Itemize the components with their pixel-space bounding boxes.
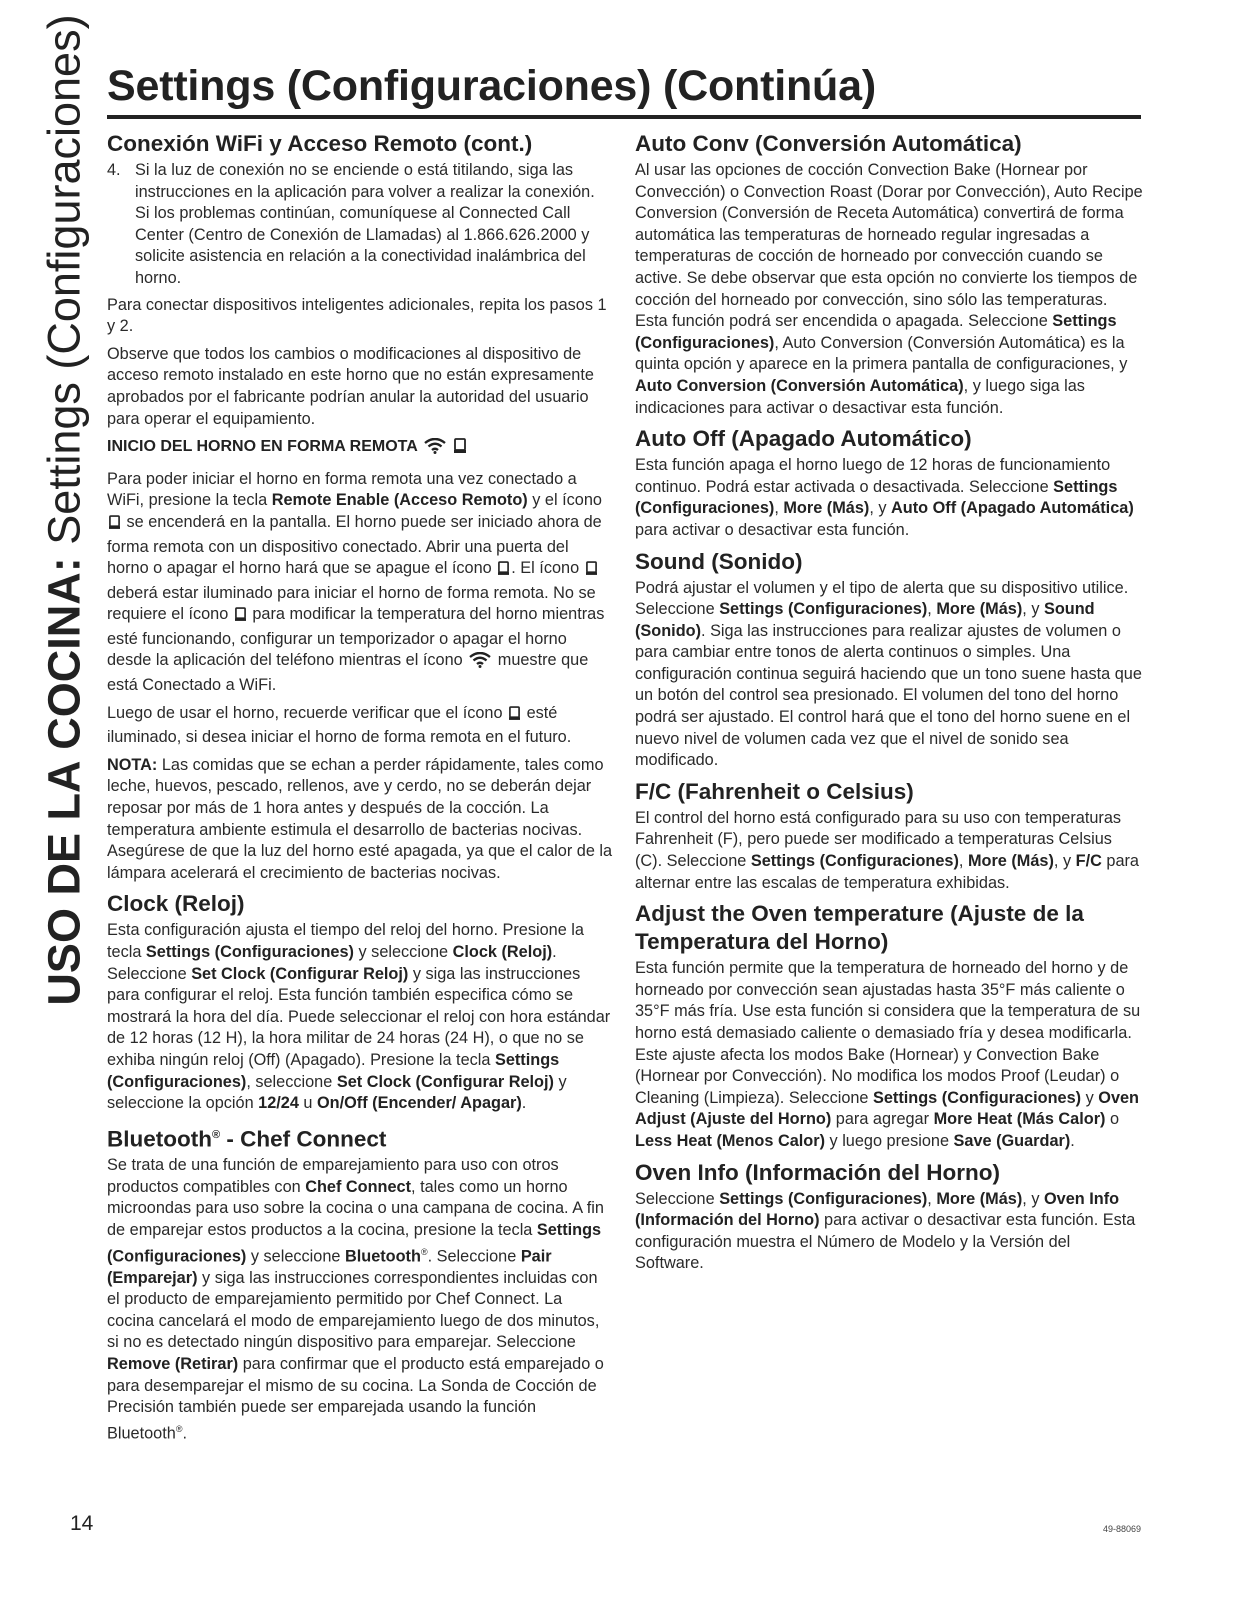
key-name: More (Más) bbox=[783, 499, 870, 518]
text-span: u bbox=[298, 1094, 318, 1113]
key-name: Clock (Reloj) bbox=[452, 943, 553, 961]
section-sidebar bbox=[36, 14, 92, 1006]
remote-enable-icon bbox=[586, 561, 597, 583]
text-span: Esta función apaga el horno luego de 12 horas de funcionamiento continuo. Podrá estar activada o desactivada. Seleccione bbox=[635, 456, 1111, 496]
section-sidebar-text bbox=[38, 14, 90, 1006]
sidebar-section-light: Settings (Configuraciones) bbox=[38, 14, 90, 558]
text-span: , tales como un horno microondas para uso sobre la cocina o una campana de cocina. A fin de emparejar estos productos a la cocina, presione la tecla bbox=[107, 1177, 604, 1240]
text-span: , bbox=[927, 600, 937, 619]
key-name: More (Más) bbox=[936, 600, 1023, 619]
bluetooth-paragraph bbox=[107, 1155, 613, 1445]
page-title: Settings (Configuraciones) (Continúa) bbox=[107, 62, 876, 110]
right-column bbox=[635, 130, 1143, 1281]
text-span: , Auto Conversion (Conversión Automática) es la quinta opción y aparece en la primera pantalla de configuraciones, y bbox=[635, 333, 1128, 374]
wifi-paragraph: Observe que todos los cambios o modificaciones al dispositivo de acceso remoto instalado en este horno que no están expresamente aprobados por el fabricante podrían anular la autoridad del usuario para operar el equipamiento. bbox=[107, 344, 594, 428]
text-span: Podrá ajustar el volumen y el tipo de alerta que su dispositivo utilice. Seleccione bbox=[635, 578, 1129, 619]
key-name: Save (Guardar) bbox=[953, 1131, 1071, 1150]
bluetooth-section bbox=[107, 1121, 613, 1445]
title-rule bbox=[107, 115, 1141, 119]
left-column bbox=[107, 130, 613, 1451]
key-name: Settings (Configuraciones) bbox=[719, 600, 928, 619]
remote-enable-icon bbox=[109, 515, 120, 537]
auto-off-paragraph bbox=[635, 455, 1143, 541]
text-span: , bbox=[958, 852, 968, 871]
key-name: Settings (Configuraciones) bbox=[873, 1088, 1082, 1107]
key-name: F/C bbox=[1075, 852, 1102, 871]
sound-section bbox=[635, 548, 1143, 772]
text-span: deberá estar iluminado para iniciar el horno de forma remota. No se requiere el ícono bbox=[107, 583, 596, 624]
fc-heading: F/C (Fahrenheit o Celsius) bbox=[635, 778, 914, 804]
key-name: Settings (Configuraciones) bbox=[145, 943, 354, 961]
key-name: Remote Enable (Acceso Remoto) bbox=[271, 491, 528, 510]
text-span: - Chef Connect bbox=[220, 1126, 387, 1152]
text-span: . Seleccione bbox=[427, 1247, 521, 1266]
remote-start-heading-text: INICIO DEL HORNO EN FORMA REMOTA bbox=[107, 438, 418, 456]
remote-enable-icon bbox=[498, 561, 509, 583]
key-name: Set Clock (Configurar Reloj) bbox=[191, 964, 409, 983]
text-span: y seleccione la opción bbox=[107, 1072, 567, 1113]
oven-adjust-paragraph bbox=[635, 958, 1143, 1152]
text-span: . Siga las instrucciones para realizar ajustes de volumen o para cambiar entre tonos de alerta continuos o simples. Una configuración continua seguirá haciendo que un tono suene hasta que un botón del control sea presionado. El volumen del tono del horno podrá ser ajustado. El control hará que el tono del horno suene en el nuevo nivel de volumen cada vez que el nivel de sonido sea modificado. bbox=[635, 621, 1142, 770]
key-name: Settings (Configuraciones) bbox=[107, 1221, 602, 1266]
text-span: esté iluminado, si desea iniciar el horno de forma remota en el futuro. bbox=[107, 703, 572, 747]
auto-conv-section bbox=[635, 130, 1143, 419]
registered-mark: ® bbox=[420, 1246, 428, 1257]
registered-mark: ® bbox=[211, 1128, 221, 1141]
text-span: . El ícono bbox=[511, 559, 584, 578]
list-number: 4. bbox=[107, 161, 121, 179]
text-span: para activar o desactivar esta función. bbox=[635, 520, 910, 539]
text-span: . bbox=[182, 1424, 187, 1443]
wifi-paragraph: Para conectar dispositivos inteligentes adicionales, repita los pasos 1 y 2. bbox=[107, 295, 607, 336]
key-name: Bluetooth bbox=[344, 1247, 421, 1266]
text-span: Se trata de una función de emparejamiento para uso con otros productos compatibles con bbox=[107, 1156, 559, 1196]
text-span: , bbox=[927, 1189, 937, 1208]
key-name: Settings (Configuraciones) bbox=[750, 852, 959, 871]
text-span: Al usar las opciones de cocción Convection Bake (Hornear por Convección) o Convection Roast (Dorar por Convección), Auto Recipe Conversion (Conversión de Receta Automática) convertirá de forma automática las temperaturas de horneado regular ingresadas a temperaturas de cocción de horneado por convección cuando se active. Se debe observar que esta opción no convierte los tiempos de cocción del horneado por convección, sino sólo las temperaturas. Esta función podrá ser encendida o apagada. Seleccione bbox=[635, 161, 1143, 331]
wifi-section bbox=[107, 130, 613, 430]
fc-section bbox=[635, 778, 1143, 894]
clock-section bbox=[107, 890, 613, 1114]
text-span: Esta configuración ajusta el tiempo del reloj del horno. Presione la tecla bbox=[107, 921, 584, 961]
remote-enable-icon bbox=[235, 607, 246, 629]
key-name: More (Más) bbox=[936, 1189, 1023, 1208]
text-span: para modificar la temperatura del horno mientras esté funcionando, configurar un temporizador o apagar el horno desde la aplicación del teléfono mientras el ícono bbox=[107, 605, 605, 670]
key-name: Pair (Emparejar) bbox=[107, 1247, 552, 1287]
text-span: y seleccione bbox=[246, 1247, 345, 1266]
text-span: , y bbox=[1053, 852, 1076, 871]
key-name: Remove (Retirar) bbox=[107, 1355, 239, 1374]
document-code: 49-88069 bbox=[1102, 1524, 1141, 1534]
remote-start-section bbox=[107, 436, 613, 884]
wifi-icon bbox=[424, 438, 446, 461]
key-name: Settings (Configuraciones) bbox=[719, 1189, 928, 1208]
key-name: Sound (Sonido) bbox=[635, 600, 1095, 640]
remote-enable-icon bbox=[454, 438, 466, 461]
wifi-heading: Conexión WiFi y Acceso Remoto (cont.) bbox=[107, 131, 533, 156]
oven-info-heading: Oven Info (Información del Horno) bbox=[635, 1159, 1000, 1185]
text-span: , y luego siga las indicaciones para activar o desactivar esta función. bbox=[635, 376, 1085, 417]
text-span: Para poder iniciar el horno en forma remota una vez conectado a WiFi, presione la tecla bbox=[107, 469, 577, 510]
key-name: On/Off (Encender/ Apagar) bbox=[317, 1094, 522, 1113]
auto-off-section bbox=[635, 425, 1143, 541]
text-span: y luego presione bbox=[825, 1131, 954, 1150]
list-item bbox=[107, 160, 613, 290]
text-span: . Seleccione bbox=[107, 943, 557, 983]
remote-start-paragraph bbox=[107, 703, 613, 749]
key-name: Auto Off (Apagado Automática) bbox=[891, 499, 1134, 518]
clock-paragraph bbox=[107, 920, 613, 1114]
clock-heading: Clock (Reloj) bbox=[107, 891, 245, 917]
text-span: , y bbox=[869, 499, 892, 518]
key-name: More (Más) bbox=[967, 852, 1054, 871]
text-span: y seleccione bbox=[353, 943, 453, 961]
text-span: y el ícono bbox=[527, 491, 602, 510]
note-label: NOTA: bbox=[107, 755, 158, 774]
key-name: Oven Adjust (Ajuste del Horno) bbox=[635, 1088, 1140, 1129]
key-name: 12/24 bbox=[258, 1094, 299, 1113]
text-span: y siga las instrucciones correspondientes incluidas con el producto de emparejamiento permitido por Chef Connect. La cocina cancelará el modo de emparejamiento luego de dos minutos, si no es detectado ningún dispositivo para emparejar. Seleccione bbox=[107, 1268, 600, 1352]
remote-start-paragraph bbox=[107, 469, 613, 697]
text-span: muestre que está Conectado a WiFi. bbox=[107, 651, 589, 695]
key-name: Auto Conversion (Conversión Automática) bbox=[635, 376, 964, 395]
oven-info-paragraph bbox=[635, 1189, 1143, 1275]
text-span: Luego de usar el horno, recuerde verificar que el ícono bbox=[107, 703, 508, 722]
key-name: Oven Info (Información del Horno) bbox=[635, 1189, 1120, 1230]
key-name: Less Heat (Menos Calor) bbox=[635, 1131, 825, 1150]
key-name: Set Clock (Configurar Reloj) bbox=[336, 1072, 554, 1091]
text-span: Bluetooth bbox=[107, 1126, 212, 1152]
text-span: Esta función permite que la temperatura de horneado del horno y de horneado por convección sean ajustadas hasta 35°F más caliente o 35°F más fría. Use esta función si considera que la temperatura de su horno está demasiado caliente o demasiado fría y desea modificarla. Este ajuste afecta los modos Bake (Hornear) y Convection Bake (Hornear por Convección). No modifica los modos Proof (Leudar) o Cleaning (Limpieza). Seleccione bbox=[635, 959, 1141, 1107]
text-span: , y bbox=[1022, 600, 1044, 619]
sidebar-section-bold: USO DE LA COCINA: bbox=[38, 557, 90, 1006]
text-span: . bbox=[521, 1094, 527, 1113]
text-span: Seleccione bbox=[635, 1189, 720, 1208]
fc-paragraph bbox=[635, 808, 1143, 894]
auto-conv-paragraph bbox=[635, 160, 1143, 419]
key-name: More Heat (Más Calor) bbox=[933, 1110, 1106, 1129]
note-paragraph bbox=[107, 755, 613, 885]
auto-off-heading: Auto Off (Apagado Automático) bbox=[635, 426, 972, 452]
text-span: para activar o desactivar esta función. Esta configuración muestra el Número de Modelo y la Versión del Software. bbox=[635, 1211, 1136, 1273]
registered-mark: ® bbox=[175, 1423, 183, 1434]
text-span: , seleccione bbox=[246, 1072, 337, 1091]
text-span: o bbox=[1105, 1110, 1120, 1129]
sound-heading: Sound (Sonido) bbox=[635, 548, 803, 574]
list-text: Si la luz de conexión no se enciende o está titilando, siga las instrucciones en la aplicación para volver a realizar la conexión. Si los problemas continúan, comuníquese al Connected Call Center (Centro de Conexión de Llamadas) al 1.866.626.2000 y solicite asistencia en relación a la conectividad inalámbrica del horno. bbox=[135, 161, 595, 287]
text-span: El control del horno está configurado para su uso con temperaturas Fahrenheit (F), pero puede ser modificado a temperaturas Celsius (C). Seleccione bbox=[635, 808, 1122, 871]
remote-enable-icon bbox=[509, 706, 520, 728]
sound-paragraph bbox=[635, 578, 1143, 772]
key-name: Settings (Configuraciones) bbox=[107, 1050, 560, 1091]
key-name: Chef Connect bbox=[305, 1177, 412, 1196]
text-span: y bbox=[1081, 1088, 1099, 1107]
text-span: se encenderá en la pantalla. El horno puede ser iniciado ahora de forma remota con un dispositivo conectado. Abrir una puerta del horno o apagar el horno hará que se apague el ícono bbox=[107, 512, 602, 578]
text-span: para confirmar que el producto está emparejado o para desemparejar el mismo de su cocina. La Sonda de Cocción de Precisión también puede ser emparejada usando la función Bluetooth bbox=[107, 1355, 604, 1443]
page-number: 14 bbox=[70, 1512, 94, 1535]
text-span: , bbox=[774, 499, 784, 518]
note-text: Las comidas que se echan a perder rápidamente, tales como leche, huevos, pescado, rellenos, ave y cerdo, no se deberán dejar reposar por más de 1 hora antes y después de la cocción. La temperatura ambiente estimula el desarrollo de bacterias nocivas. Asegúrese de que la luz del horno esté apagada, ya que el calor de la lámpara acelerará el crecimiento de bacterias nocivas. bbox=[107, 755, 613, 882]
text-span: y siga las instrucciones para configurar el reloj. Esta función también especifica cómo se mostrará la hora del día. Puede seleccionar el reloj con hora estándar de 12 horas (12 H), la hora militar de 24 horas (24 H), o que no se exhiba ningún reloj (Off) (Apagado). Presione la tecla bbox=[107, 964, 611, 1069]
wifi-icon bbox=[469, 652, 491, 675]
text-span: . bbox=[1070, 1131, 1075, 1150]
auto-conv-heading: Auto Conv (Conversión Automática) bbox=[635, 131, 1022, 156]
bluetooth-heading bbox=[107, 1121, 613, 1154]
text-span: para agregar bbox=[831, 1110, 934, 1129]
text-span: para alternar entre las escalas de temperatura exhibidas. bbox=[635, 852, 1139, 892]
key-name: Settings (Configuraciones) bbox=[635, 477, 1118, 518]
key-name: Settings (Configuraciones) bbox=[635, 312, 1117, 352]
text-span: , y bbox=[1022, 1189, 1044, 1208]
oven-adjust-heading: Adjust the Oven temperature (Ajuste de la Temperatura del Horno) bbox=[635, 901, 1084, 955]
remote-start-heading bbox=[107, 436, 613, 461]
oven-info-section bbox=[635, 1159, 1143, 1275]
oven-adjust-section bbox=[635, 900, 1143, 1152]
